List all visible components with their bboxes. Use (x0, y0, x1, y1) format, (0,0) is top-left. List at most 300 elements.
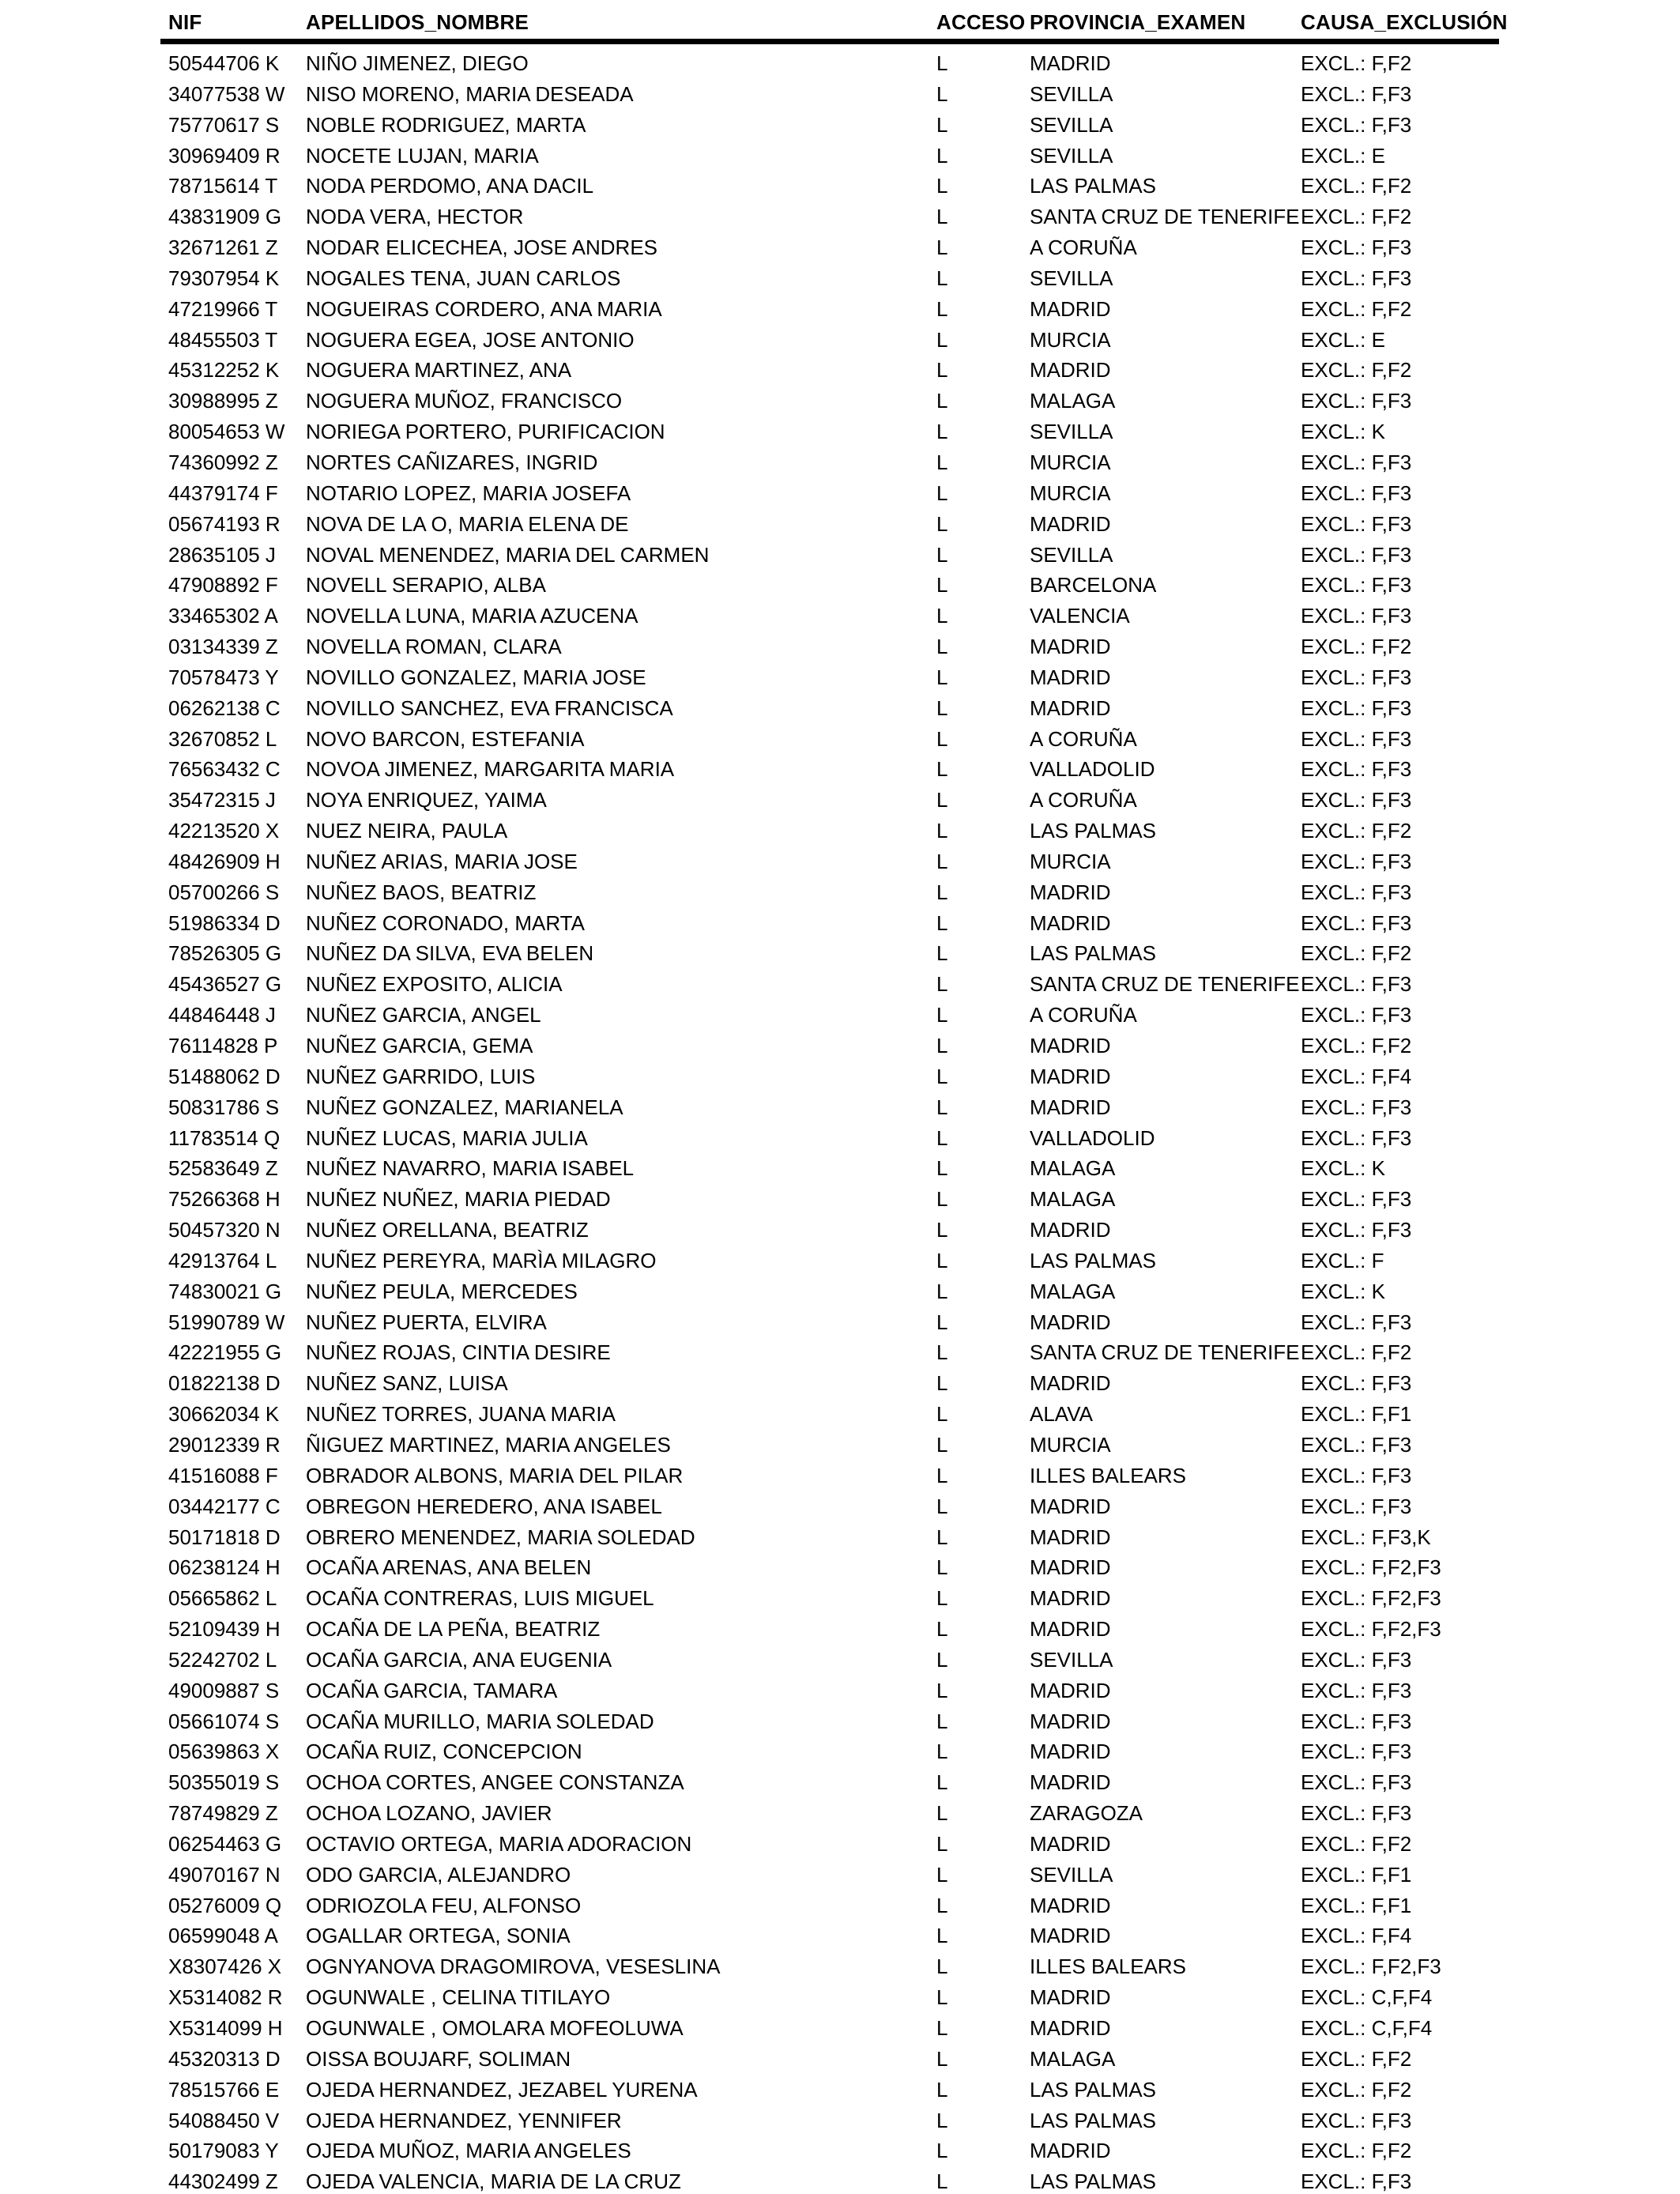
name-cell: NODA PERDOMO, ANA DACIL (306, 174, 594, 198)
nif-cell: 52242702 L (168, 1647, 277, 1672)
causa-cell: EXCL.: F,F3 (1301, 481, 1412, 505)
acceso-cell: L (936, 819, 948, 843)
provincia-cell: SEVILLA (1030, 143, 1113, 168)
causa-cell: EXCL.: C,F,F4 (1301, 2016, 1433, 2040)
nif-cell: 50831786 S (168, 1095, 280, 1119)
provincia-cell: MADRID (1030, 1924, 1111, 1948)
provincia-cell: MADRID (1030, 1555, 1111, 1580)
name-cell: NOVELL SERAPIO, ALBA (306, 573, 546, 598)
name-cell: NOVELLA ROMAN, CLARA (306, 635, 562, 659)
provincia-cell: SANTA CRUZ DE TENERIFE (1030, 1340, 1300, 1365)
provincia-cell: MADRID (1030, 1740, 1111, 1764)
acceso-cell: L (936, 327, 948, 352)
nif-cell: 42221955 G (168, 1340, 282, 1365)
provincia-cell: MADRID (1030, 880, 1111, 904)
name-cell: OJEDA VALENCIA, MARIA DE LA CRUZ (306, 2169, 681, 2194)
acceso-cell: L (936, 266, 948, 290)
causa-cell: EXCL.: F,F3 (1301, 1432, 1412, 1457)
name-cell: NOVAL MENENDEZ, MARIA DEL CARMEN (306, 542, 710, 567)
causa-cell: EXCL.: F,F2 (1301, 2139, 1412, 2163)
table-row (160, 1307, 1499, 1338)
provincia-cell: MADRID (1030, 1034, 1111, 1057)
name-cell: NOVA DE LA O, MARIA ELENA DE (306, 511, 629, 536)
nif-cell: 30969409 R (168, 143, 281, 168)
acceso-cell: L (936, 1893, 948, 1917)
table-row (160, 846, 1499, 877)
causa-cell: EXCL.: F,F3 (1301, 1218, 1412, 1242)
name-cell: NODA VERA, HECTOR (306, 205, 524, 229)
causa-cell: EXCL.: K (1301, 1279, 1385, 1303)
name-cell: OBREGON HEREDERO, ANA ISABEL (306, 1494, 662, 1518)
nif-cell: 75266368 H (168, 1187, 281, 1212)
header-underline (160, 39, 1499, 44)
provincia-cell: MURCIA (1030, 450, 1111, 474)
table-row (160, 1522, 1499, 1553)
name-cell: NUÑEZ EXPOSITO, ALICIA (306, 972, 563, 997)
provincia-cell: MADRID (1030, 1218, 1111, 1242)
nif-cell: 74360992 Z (168, 450, 278, 474)
causa-cell: EXCL.: F,F3 (1301, 81, 1412, 106)
name-cell: NOBLE RODRIGUEZ, MARTA (306, 112, 586, 137)
provincia-cell: ILLES BALEARS (1030, 1463, 1186, 1487)
nif-cell: 06262138 C (168, 696, 281, 720)
causa-cell: EXCL.: F,F1 (1301, 1402, 1412, 1427)
provincia-cell: MADRID (1030, 1095, 1111, 1119)
acceso-cell: L (936, 788, 948, 812)
acceso-cell: L (936, 542, 948, 567)
acceso-cell: L (936, 726, 948, 751)
name-cell: NORIEGA PORTERO, PURIFICACION (306, 420, 665, 444)
name-cell: NOVOA JIMENEZ, MARGARITA MARIA (306, 757, 675, 782)
table-row (160, 1491, 1499, 1522)
column-header-causa-exclusion: CAUSA_EXCLUSIÓN (1301, 10, 1508, 34)
table-header-row (160, 0, 1508, 34)
nif-cell: 50457320 N (168, 1218, 281, 1242)
causa-cell: EXCL.: F,F3 (1301, 1187, 1412, 1212)
nif-cell: 05276009 Q (168, 1893, 282, 1917)
causa-cell: EXCL.: F,F3 (1301, 389, 1412, 413)
acceso-cell: L (936, 1801, 948, 1826)
name-cell: OCAÑA CONTRERAS, LUIS MIGUEL (306, 1586, 654, 1611)
provincia-cell: MADRID (1030, 1770, 1111, 1795)
provincia-cell: SEVILLA (1030, 81, 1113, 106)
name-cell: OJEDA HERNANDEZ, YENNIFER (306, 2108, 622, 2132)
causa-cell: EXCL.: F,F3 (1301, 1310, 1412, 1334)
causa-cell: EXCL.: F,F2 (1301, 819, 1412, 843)
name-cell: ODRIOZOLA FEU, ALFONSO (306, 1893, 582, 1917)
name-cell: OBRADOR ALBONS, MARIA DEL PILAR (306, 1463, 684, 1487)
nif-cell: 76114828 P (168, 1034, 278, 1057)
provincia-cell: LAS PALMAS (1030, 2169, 1156, 2194)
table-row (160, 202, 1499, 232)
table-row (160, 1000, 1499, 1031)
name-cell: NUÑEZ PEULA, MERCEDES (306, 1279, 578, 1303)
nif-cell: 79307954 K (168, 266, 280, 290)
table-row (160, 2044, 1499, 2075)
nif-cell: 03134339 Z (168, 635, 278, 659)
name-cell: NOVELLA LUNA, MARIA AZUCENA (306, 604, 638, 628)
provincia-cell: MALAGA (1030, 1187, 1116, 1212)
name-cell: OGALLAR ORTEGA, SONIA (306, 1924, 571, 1948)
table-row (160, 171, 1499, 202)
causa-cell: EXCL.: F,F3 (1301, 757, 1412, 782)
nif-cell: 45320313 D (168, 2046, 281, 2071)
table-row (160, 754, 1499, 785)
acceso-cell: L (936, 1985, 948, 2010)
nif-cell: 41516088 F (168, 1463, 278, 1487)
acceso-cell: L (936, 1586, 948, 1611)
provincia-cell: MADRID (1030, 511, 1111, 536)
name-cell: NUÑEZ GARRIDO, LUIS (306, 1064, 536, 1088)
nif-cell: 45436527 G (168, 972, 282, 997)
table-row (160, 417, 1499, 447)
nif-cell: 35472315 J (168, 788, 276, 812)
name-cell: NOGUERA MARTINEZ, ANA (306, 358, 572, 383)
nif-cell: 80054653 W (168, 420, 285, 444)
nif-cell: 52583649 Z (168, 1156, 278, 1181)
table-row (160, 386, 1499, 417)
causa-cell: EXCL.: F,F3 (1301, 1125, 1412, 1150)
causa-cell: EXCL.: F,F2 (1301, 296, 1412, 321)
name-cell: NUÑEZ LUCAS, MARIA JULIA (306, 1125, 588, 1150)
table-row (160, 1184, 1499, 1215)
name-cell: NUÑEZ TORRES, JUANA MARIA (306, 1402, 616, 1427)
provincia-cell: MALAGA (1030, 1279, 1116, 1303)
provincia-cell: MURCIA (1030, 849, 1111, 873)
acceso-cell: L (936, 1494, 948, 1518)
name-cell: NOGUEIRAS CORDERO, ANA MARIA (306, 296, 662, 321)
nif-cell: 05639863 X (168, 1740, 280, 1764)
provincia-cell: MADRID (1030, 1893, 1111, 1917)
acceso-cell: L (936, 1770, 948, 1795)
nif-cell: 11783514 Q (168, 1125, 281, 1150)
table-row (160, 1123, 1499, 1154)
acceso-cell: L (936, 1924, 948, 1948)
table-row (160, 355, 1499, 386)
table-row (160, 908, 1499, 939)
table-row (160, 1798, 1499, 1829)
name-cell: OGNYANOVA DRAGOMIROVA, VESESLINA (306, 1955, 721, 1979)
causa-cell: EXCL.: F,F3 (1301, 266, 1412, 290)
nif-cell: X5314099 H (168, 2016, 283, 2040)
acceso-cell: L (936, 236, 948, 260)
provincia-cell: MURCIA (1030, 1432, 1111, 1457)
provincia-cell: SEVILLA (1030, 1647, 1113, 1672)
causa-cell: EXCL.: F,F2,F3 (1301, 1617, 1441, 1642)
name-cell: OJEDA HERNANDEZ, JEZABEL YURENA (306, 2077, 698, 2102)
causa-cell: EXCL.: F,F2 (1301, 1340, 1412, 1365)
provincia-cell: SEVILLA (1030, 266, 1113, 290)
table-row (160, 2013, 1499, 2044)
table-row (160, 1276, 1499, 1307)
table-row (160, 877, 1499, 908)
table-row (160, 1461, 1499, 1491)
acceso-cell: L (936, 1279, 948, 1303)
causa-cell: EXCL.: F,F3 (1301, 2169, 1412, 2194)
name-cell: NIÑO JIMENEZ, DIEGO (306, 51, 529, 75)
provincia-cell: MADRID (1030, 635, 1111, 659)
causa-cell: EXCL.: F,F3 (1301, 1095, 1412, 1119)
provincia-cell: MADRID (1030, 1525, 1111, 1549)
nif-cell: 52109439 H (168, 1617, 281, 1642)
nif-cell: 44379174 F (168, 481, 278, 505)
provincia-cell: BARCELONA (1030, 573, 1157, 598)
causa-cell: EXCL.: F,F3 (1301, 972, 1412, 997)
causa-cell: EXCL.: K (1301, 420, 1385, 444)
causa-cell: EXCL.: F,F3 (1301, 450, 1412, 474)
provincia-cell: MADRID (1030, 1494, 1111, 1518)
causa-cell: EXCL.: F,F3 (1301, 849, 1412, 873)
provincia-cell: LAS PALMAS (1030, 1248, 1156, 1272)
name-cell: NOGALES TENA, JUAN CARLOS (306, 266, 621, 290)
causa-cell: EXCL.: F,F3 (1301, 604, 1412, 628)
nif-cell: 50544706 K (168, 51, 280, 75)
acceso-cell: L (936, 1647, 948, 1672)
causa-cell: EXCL.: F,F3 (1301, 511, 1412, 536)
nif-cell: 28635105 J (168, 542, 276, 567)
name-cell: NUÑEZ SANZ, LUISA (306, 1371, 508, 1396)
table-row (160, 110, 1499, 141)
column-header-apellidos-nombre: APELLIDOS_NOMBRE (306, 10, 529, 34)
nif-cell: 06238124 H (168, 1555, 281, 1580)
table-row (160, 1092, 1499, 1123)
acceso-cell: L (936, 1432, 948, 1457)
provincia-cell: MADRID (1030, 2016, 1111, 2040)
provincia-cell: MURCIA (1030, 327, 1111, 352)
nif-cell: 42913764 L (168, 1248, 277, 1272)
acceso-cell: L (936, 2139, 948, 2163)
name-cell: NOGUERA MUÑOZ, FRANCISCO (306, 389, 623, 413)
acceso-cell: L (936, 481, 948, 505)
nif-cell: 54088450 V (168, 2108, 280, 2132)
provincia-cell: MALAGA (1030, 2046, 1116, 2071)
name-cell: OCHOA CORTES, ANGEE CONSTANZA (306, 1770, 684, 1795)
provincia-cell: LAS PALMAS (1030, 2108, 1156, 2132)
provincia-cell: SEVILLA (1030, 1862, 1113, 1887)
table-row (160, 570, 1499, 601)
table-row (160, 2075, 1499, 2105)
provincia-cell: MURCIA (1030, 481, 1111, 505)
acceso-cell: L (936, 2016, 948, 2040)
provincia-cell: MADRID (1030, 1709, 1111, 1733)
acceso-cell: L (936, 1371, 948, 1396)
table-row (160, 969, 1499, 1000)
causa-cell: EXCL.: F,F2 (1301, 2046, 1412, 2071)
causa-cell: EXCL.: F,F3 (1301, 573, 1412, 598)
acceso-cell: L (936, 1095, 948, 1119)
acceso-cell: L (936, 573, 948, 598)
causa-cell: EXCL.: F,F3 (1301, 1709, 1412, 1733)
table-row (160, 509, 1499, 540)
table-row (160, 724, 1499, 755)
nif-cell: X8307426 X (168, 1955, 282, 1979)
acceso-cell: L (936, 635, 948, 659)
table-row (160, 1860, 1499, 1891)
nif-cell: 29012339 R (168, 1432, 281, 1457)
causa-cell: EXCL.: F,F2,F3 (1301, 1955, 1441, 1979)
exclusion-table (160, 0, 1508, 2194)
provincia-cell: MADRID (1030, 910, 1111, 935)
name-cell: OCTAVIO ORTEGA, MARIA ADORACION (306, 1831, 692, 1856)
table-row (160, 2136, 1499, 2166)
provincia-cell: A CORUÑA (1030, 726, 1137, 751)
table-row (160, 816, 1499, 846)
name-cell: NUÑEZ ROJAS, CINTIA DESIRE (306, 1340, 611, 1365)
name-cell: OCAÑA ARENAS, ANA BELEN (306, 1555, 592, 1580)
name-cell: NUÑEZ GARCIA, ANGEL (306, 1003, 541, 1027)
name-cell: OCHOA LOZANO, JAVIER (306, 1801, 552, 1826)
causa-cell: EXCL.: F,F2 (1301, 635, 1412, 659)
table-row (160, 1676, 1499, 1706)
causa-cell: EXCL.: F,F3 (1301, 726, 1412, 751)
nif-cell: 78749829 Z (168, 1801, 278, 1826)
causa-cell: EXCL.: F,F3 (1301, 236, 1412, 260)
nif-cell: 05661074 S (168, 1709, 280, 1733)
table-row (160, 325, 1499, 356)
acceso-cell: L (936, 1955, 948, 1979)
nif-cell: 50355019 S (168, 1770, 280, 1795)
table-row (160, 662, 1499, 693)
name-cell: ÑIGUEZ MARTINEZ, MARIA ANGELES (306, 1432, 671, 1457)
acceso-cell: L (936, 1525, 948, 1549)
nif-cell: 05674193 R (168, 511, 281, 536)
causa-cell: EXCL.: F,F3 (1301, 880, 1412, 904)
nif-cell: 75770617 S (168, 112, 280, 137)
acceso-cell: L (936, 849, 948, 873)
acceso-cell: L (936, 880, 948, 904)
provincia-cell: A CORUÑA (1030, 236, 1137, 260)
causa-cell: EXCL.: E (1301, 327, 1385, 352)
provincia-cell: VALLADOLID (1030, 757, 1155, 782)
table-row (160, 693, 1499, 724)
provincia-cell: MADRID (1030, 1617, 1111, 1642)
name-cell: OBRERO MENENDEZ, MARIA SOLEDAD (306, 1525, 695, 1549)
acceso-cell: L (936, 1402, 948, 1427)
nif-cell: 44846448 J (168, 1003, 276, 1027)
nif-cell: 30988995 Z (168, 389, 278, 413)
nif-cell: 50171818 D (168, 1525, 281, 1549)
table-row (160, 2166, 1499, 2194)
nif-cell: 49009887 S (168, 1678, 280, 1702)
provincia-cell: MADRID (1030, 51, 1111, 75)
acceso-cell: L (936, 511, 948, 536)
acceso-cell: L (936, 1125, 948, 1150)
table-row (160, 1368, 1499, 1399)
provincia-cell: LAS PALMAS (1030, 819, 1156, 843)
causa-cell: EXCL.: F,F4 (1301, 1064, 1412, 1088)
causa-cell: EXCL.: F (1301, 1248, 1384, 1272)
name-cell: NUÑEZ PUERTA, ELVIRA (306, 1310, 547, 1334)
table-row (160, 2105, 1499, 2136)
table-row (160, 1921, 1499, 1951)
table-row (160, 1645, 1499, 1676)
acceso-cell: L (936, 1617, 948, 1642)
acceso-cell: L (936, 205, 948, 229)
provincia-cell: VALLADOLID (1030, 1125, 1155, 1150)
nif-cell: 06254463 G (168, 1831, 282, 1856)
nif-cell: 32670852 L (168, 726, 277, 751)
name-cell: NUÑEZ DA SILVA, EVA BELEN (306, 941, 594, 966)
acceso-cell: L (936, 143, 948, 168)
table-row (160, 263, 1499, 294)
nif-cell: 74830021 G (168, 1279, 282, 1303)
acceso-cell: L (936, 1034, 948, 1057)
nif-cell: 05665862 L (168, 1586, 277, 1611)
causa-cell: EXCL.: F,F3 (1301, 1371, 1412, 1396)
table-row (160, 1337, 1499, 1368)
name-cell: NOVO BARCON, ESTEFANIA (306, 726, 585, 751)
column-header-acceso: ACCESO (936, 10, 1026, 34)
nif-cell: 78515766 E (168, 2077, 280, 2102)
name-cell: NOYA ENRIQUEZ, YAIMA (306, 788, 547, 812)
causa-cell: EXCL.: F,F3,K (1301, 1525, 1431, 1549)
provincia-cell: MADRID (1030, 1985, 1111, 2010)
causa-cell: EXCL.: F,F3 (1301, 1770, 1412, 1795)
provincia-cell: LAS PALMAS (1030, 174, 1156, 198)
causa-cell: EXCL.: F,F3 (1301, 2108, 1412, 2132)
table-row (160, 1767, 1499, 1798)
causa-cell: EXCL.: F,F2 (1301, 941, 1412, 966)
acceso-cell: L (936, 1740, 948, 1764)
name-cell: NUÑEZ NUÑEZ, MARIA PIEDAD (306, 1187, 611, 1212)
causa-cell: EXCL.: F,F1 (1301, 1893, 1412, 1917)
acceso-cell: L (936, 112, 948, 137)
causa-cell: EXCL.: F,F3 (1301, 1740, 1412, 1764)
acceso-cell: L (936, 2077, 948, 2102)
table-row (160, 631, 1499, 662)
causa-cell: EXCL.: F,F4 (1301, 1924, 1412, 1948)
nif-cell: 05700266 S (168, 880, 280, 904)
causa-cell: EXCL.: F,F2 (1301, 1831, 1412, 1856)
acceso-cell: L (936, 1709, 948, 1733)
acceso-cell: L (936, 1862, 948, 1887)
name-cell: NUÑEZ NAVARRO, MARIA ISABEL (306, 1156, 635, 1181)
table-row (160, 1552, 1499, 1583)
provincia-cell: MADRID (1030, 696, 1111, 720)
name-cell: NUÑEZ ARIAS, MARIA JOSE (306, 849, 578, 873)
table-row (160, 1061, 1499, 1092)
nif-cell: 76563432 C (168, 757, 281, 782)
table-row (160, 1614, 1499, 1645)
table-row (160, 938, 1499, 969)
table-row (160, 79, 1499, 110)
nif-cell: 50179083 Y (168, 2139, 279, 2163)
provincia-cell: ALAVA (1030, 1402, 1093, 1427)
causa-cell: EXCL.: F,F3 (1301, 1494, 1412, 1518)
table-row (160, 1891, 1499, 1921)
provincia-cell: MADRID (1030, 1586, 1111, 1611)
provincia-cell: MADRID (1030, 2139, 1111, 2163)
provincia-cell: MADRID (1030, 358, 1111, 383)
provincia-cell: A CORUÑA (1030, 1003, 1137, 1027)
acceso-cell: L (936, 1310, 948, 1334)
name-cell: OCAÑA GARCIA, ANA EUGENIA (306, 1647, 612, 1672)
provincia-cell: SANTA CRUZ DE TENERIFE (1030, 972, 1300, 997)
name-cell: NOGUERA EGEA, JOSE ANTONIO (306, 327, 635, 352)
name-cell: NORTES CAÑIZARES, INGRID (306, 450, 598, 474)
provincia-cell: ZARAGOZA (1030, 1801, 1143, 1826)
causa-cell: EXCL.: F,F3 (1301, 112, 1412, 137)
causa-cell: EXCL.: F,F2 (1301, 205, 1412, 229)
provincia-cell: ILLES BALEARS (1030, 1955, 1186, 1979)
column-header-nif: NIF (168, 10, 202, 34)
nif-cell: 34077538 W (168, 81, 285, 106)
acceso-cell: L (936, 757, 948, 782)
table-row (160, 601, 1499, 631)
nif-cell: X5314082 R (168, 1985, 283, 2010)
provincia-cell: MADRID (1030, 1310, 1111, 1334)
provincia-cell: MADRID (1030, 296, 1111, 321)
